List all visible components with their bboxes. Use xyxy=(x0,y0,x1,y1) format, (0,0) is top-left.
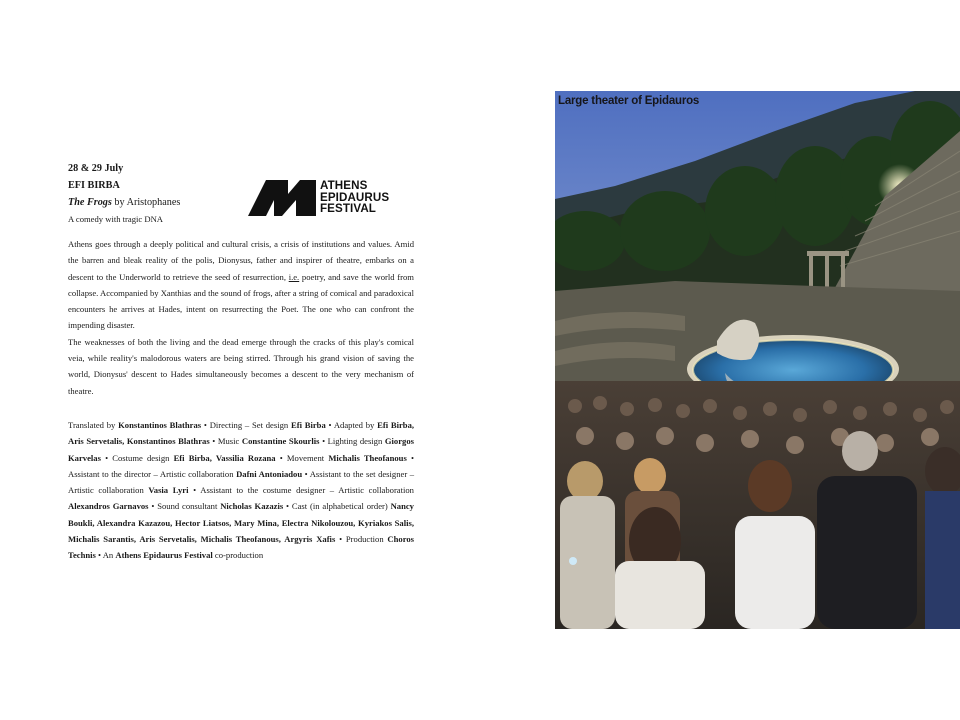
credit-role: • Sound consultant xyxy=(148,501,221,512)
credit-name: Dafni Antoniadou xyxy=(236,468,303,479)
logo-line-2: EPIDAURUS xyxy=(320,190,390,204)
show-author: by Aristophanes xyxy=(111,197,181,208)
credit-name: Nancy Boukli, Alexandra Kazazou, Hector Liatsos, Mary Mina, Electra Nikolouzou, Kyriakos Salis, Michalis Sarantis, Aris Servetalis, Michalis Theofanous, Argyris Xafis xyxy=(68,501,414,545)
theater-photo xyxy=(555,91,960,629)
show-subtitle: A comedy with tragic DNA xyxy=(68,214,163,224)
credit-role: • Assistant to the costume designer – Artistic collaboration xyxy=(188,485,414,496)
credit-name: Efi Birba, Aris Servetalis, Konstantinos Blathras xyxy=(68,419,415,447)
credit-role: • Adapted by xyxy=(325,419,378,430)
credit-name: Alexandros Garnavos xyxy=(68,501,149,512)
credit-name: Konstantinos Blathras xyxy=(118,419,202,430)
show-title-italic: The Frogs xyxy=(68,197,112,208)
description-paragraph-2: The weaknesses of both the living and the dead emerge through the cracks of this play's comical veia, while reality's malodorous waters are being stirred. Through his grand vision of saving the world, Dionysus' descent to Hades simultaneously becomes a descent to the very mechanism of theatre. xyxy=(68,336,414,396)
credit-role: • Assistant to the set designer – Artistic collaboration xyxy=(68,468,415,496)
credit-name: Constantine Skourlis xyxy=(241,436,320,447)
event-text-block xyxy=(68,160,414,564)
festival-logo-icon xyxy=(248,180,316,216)
credit-role: co-production xyxy=(212,550,264,561)
festival-logo-wordmark xyxy=(320,180,389,215)
logo-line-1: ATHENS xyxy=(320,179,368,192)
desc-1b: poetry, and save the world from collapse. Accompanied by Xanthias and the sound of frogs, after a string of comical and paradoxical encounters he arrives at Hades, intent on resurrecting the Poet. The one who can confront the impending disaster. xyxy=(68,271,414,331)
credit-role: • Assistant to the director – Artistic collaboration xyxy=(68,452,414,479)
credit-role: • Production xyxy=(335,534,388,545)
credit-name: Michalis Theofanous xyxy=(328,452,407,463)
credit-role: • Music xyxy=(209,436,242,447)
credits-paragraph xyxy=(68,417,414,564)
credit-role: • Directing – Set design xyxy=(201,419,291,430)
credit-name: Vasia Lyri xyxy=(148,485,189,496)
credit-name: Athens Epidaurus Festival xyxy=(115,550,213,561)
photo-caption: Large theater of Epidauros xyxy=(558,95,700,107)
logo-line-3: FESTIVAL xyxy=(320,202,376,216)
credit-name: Choros Technis xyxy=(68,534,415,561)
credit-role: Translated by xyxy=(68,419,119,430)
description-paragraph-1 xyxy=(68,236,414,334)
desc-ie: i.e. xyxy=(288,271,300,282)
credit-name: Efi Birba xyxy=(290,419,326,430)
credit-role: • An xyxy=(95,550,116,561)
company-name: EFI BIRBA xyxy=(68,180,120,191)
desc-1a: Athens goes through a deeply political and cultural crisis, a crisis of institutions and values. Amid the barren and bleak reality of the polis, Dionysus, father and inspirer of theatre, embarks on a descent to the Underworld to retrieve the seed of resurrection, xyxy=(68,239,414,282)
credit-role: • Cast (in alphabetical order) xyxy=(283,501,391,512)
credit-role: • Movement xyxy=(275,452,329,463)
festival-logo xyxy=(248,180,400,218)
credit-name: Efi Birba, Vassilia Rozana xyxy=(173,452,276,463)
credit-name: Giorgos Karvelas xyxy=(68,436,414,463)
epidaurus-theater-illustration xyxy=(555,91,960,629)
credit-role: • Costume design xyxy=(100,452,174,463)
event-date: 28 & 29 July xyxy=(68,163,124,174)
credit-role: • Lighting design xyxy=(319,436,385,447)
credit-name: Nicholas Kazazis xyxy=(220,501,284,512)
